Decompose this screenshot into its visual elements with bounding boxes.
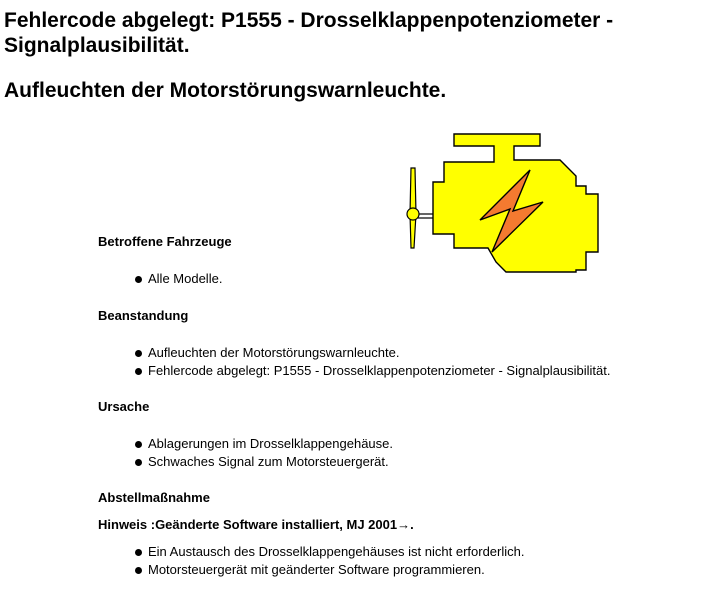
list-item: Alle Modelle.	[134, 270, 222, 288]
list-item: Fehlercode abgelegt: P1555 - Drosselklappenpotenziometer - Signalplausibilität.	[134, 362, 611, 380]
list-item: Aufleuchten der Motorstörungswarnleuchte.	[134, 344, 611, 362]
section-heading-affected: Betroffene Fahrzeuge	[98, 234, 232, 249]
fan-hub	[407, 208, 419, 220]
list-item: Ein Austausch des Drosselklappengehäuses ist nicht erforderlich.	[134, 543, 525, 561]
engine-warning-icon	[402, 130, 606, 282]
page-title: Fehlercode abgelegt: P1555 - Drosselklappenpotenziometer - Signalplausibilität.	[4, 9, 614, 57]
page-subtitle: Aufleuchten der Motorstörungswarnleuchte.	[4, 79, 447, 102]
remedy-list	[134, 543, 525, 579]
section-heading-cause: Ursache	[98, 399, 150, 414]
list-item: Motorsteuergerät mit geänderter Software programmieren.	[134, 561, 525, 579]
section-heading-complaint: Beanstandung	[98, 308, 189, 323]
complaint-list	[134, 344, 611, 380]
affected-list	[134, 270, 222, 288]
list-item: Ablagerungen im Drosselklappengehäuse.	[134, 435, 393, 453]
cause-list	[134, 435, 393, 471]
fan-blade-top	[410, 168, 416, 214]
list-item: Schwaches Signal zum Motorsteuergerät.	[134, 453, 393, 471]
remedy-note: Hinweis :Geänderte Software installiert, MJ 2001→.	[98, 517, 414, 532]
section-heading-remedy: Abstellmaßnahme	[98, 490, 210, 505]
